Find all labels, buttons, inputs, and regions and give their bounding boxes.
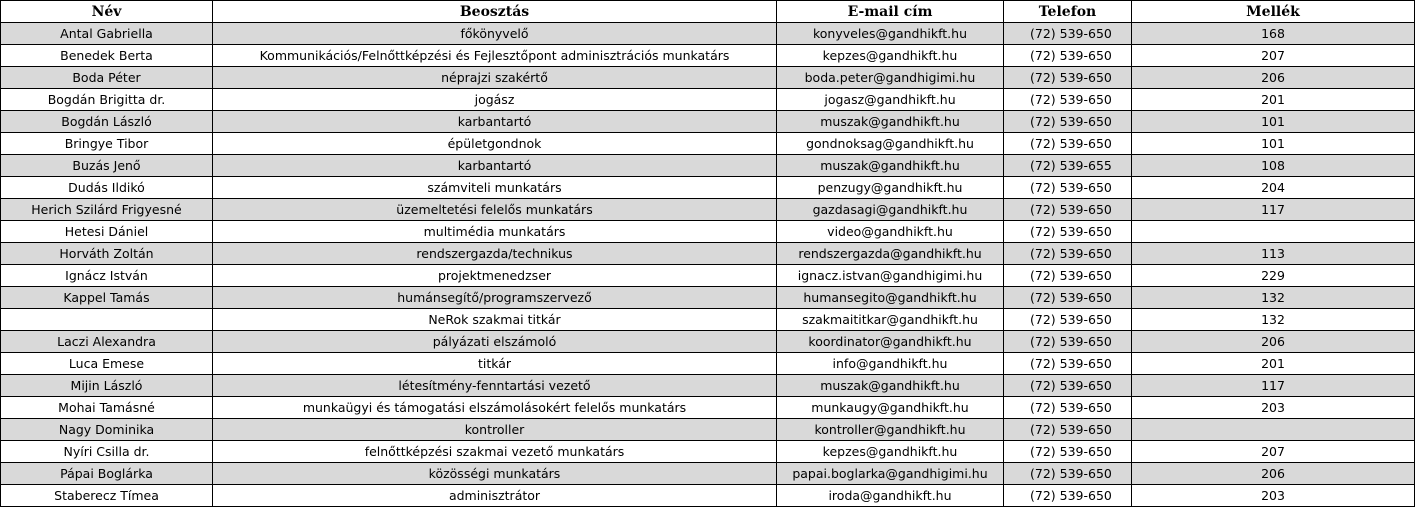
cell-name[interactable]: Ignácz István [1,265,213,287]
cell-position[interactable]: kontroller [213,419,777,441]
cell-extension[interactable]: 117 [1132,375,1415,397]
cell-email[interactable]: rendszergazda@gandhikft.hu [777,243,1004,265]
cell-email[interactable]: munkaugy@gandhikft.hu [777,397,1004,419]
table-row [1,485,1415,507]
column-header-name[interactable]: Név [1,1,213,23]
cell-position[interactable]: munkaügyi és támogatási elszámolásokért felelős munkatárs [213,397,777,419]
cell-email[interactable]: muszak@gandhikft.hu [777,111,1004,133]
cell-email[interactable]: muszak@gandhikft.hu [777,375,1004,397]
cell-email[interactable]: konyveles@gandhikft.hu [777,23,1004,45]
cell-phone[interactable]: (72) 539-650 [1004,23,1132,45]
cell-phone[interactable]: (72) 539-650 [1004,309,1132,331]
cell-phone[interactable]: (72) 539-650 [1004,353,1132,375]
cell-phone[interactable]: (72) 539-655 [1004,155,1132,177]
cell-position[interactable]: jogász [213,89,777,111]
table-row [1,67,1415,89]
cell-extension[interactable]: 229 [1132,265,1415,287]
cell-position[interactable]: adminisztrátor [213,485,777,507]
table-row [1,155,1415,177]
cell-extension[interactable]: 206 [1132,331,1415,353]
cell-extension[interactable]: 168 [1132,23,1415,45]
cell-position[interactable]: néprajzi szakértő [213,67,777,89]
cell-name[interactable]: Mijin László [1,375,213,397]
cell-extension[interactable]: 201 [1132,89,1415,111]
cell-position[interactable]: közösségi munkatárs [213,463,777,485]
cell-phone[interactable]: (72) 539-650 [1004,331,1132,353]
cell-email[interactable]: muszak@gandhikft.hu [777,155,1004,177]
cell-phone[interactable]: (72) 539-650 [1004,199,1132,221]
cell-position[interactable]: pályázati elszámoló [213,331,777,353]
table-row [1,353,1415,375]
cell-email[interactable]: info@gandhikft.hu [777,353,1004,375]
cell-position[interactable]: NeRok szakmai titkár [213,309,777,331]
cell-email[interactable]: koordinator@gandhikft.hu [777,331,1004,353]
cell-email[interactable]: gondnoksag@gandhikft.hu [777,133,1004,155]
cell-position[interactable]: titkár [213,353,777,375]
cell-email[interactable]: kepzes@gandhikft.hu [777,45,1004,67]
cell-email[interactable]: kontroller@gandhikft.hu [777,419,1004,441]
cell-phone[interactable]: (72) 539-650 [1004,133,1132,155]
table-row [1,265,1415,287]
cell-extension[interactable]: 101 [1132,133,1415,155]
cell-position[interactable]: számviteli munkatárs [213,177,777,199]
cell-email[interactable]: video@gandhikft.hu [777,221,1004,243]
cell-email[interactable]: kepzes@gandhikft.hu [777,441,1004,463]
cell-email[interactable]: penzugy@gandhikft.hu [777,177,1004,199]
cell-phone[interactable]: (72) 539-650 [1004,397,1132,419]
cell-phone[interactable]: (72) 539-650 [1004,243,1132,265]
table-row [1,133,1415,155]
cell-phone[interactable]: (72) 539-650 [1004,67,1132,89]
table-row [1,419,1415,441]
cell-name[interactable]: Buzás Jenő [1,155,213,177]
cell-email[interactable]: szakmaititkar@gandhikft.hu [777,309,1004,331]
cell-phone[interactable]: (72) 539-650 [1004,221,1132,243]
cell-phone[interactable]: (72) 539-650 [1004,265,1132,287]
cell-extension[interactable]: 203 [1132,485,1415,507]
cell-email[interactable]: boda.peter@gandhigimi.hu [777,67,1004,89]
cell-position[interactable]: karbantartó [213,111,777,133]
table-row [1,441,1415,463]
table-row [1,89,1415,111]
cell-extension[interactable] [1132,419,1415,441]
table-row [1,45,1415,67]
cell-name[interactable]: Boda Péter [1,67,213,89]
header-row [1,1,1415,23]
cell-name[interactable]: Pápai Boglárka [1,463,213,485]
cell-position[interactable]: létesítmény-fenntartási vezető [213,375,777,397]
cell-position[interactable]: Kommunikációs/Felnőttképzési és Fejlesztőpont adminisztrációs munkatárs [213,45,777,67]
cell-name[interactable]: Bogdán László [1,111,213,133]
table-row [1,243,1415,265]
column-header-email[interactable]: E-mail cím [777,1,1004,23]
cell-email[interactable]: jogasz@gandhikft.hu [777,89,1004,111]
cell-name[interactable]: Laczi Alexandra [1,331,213,353]
cell-email[interactable]: gazdasagi@gandhikft.hu [777,199,1004,221]
cell-extension[interactable]: 207 [1132,441,1415,463]
cell-name[interactable]: Nagy Dominika [1,419,213,441]
column-header-position[interactable]: Beosztás [213,1,777,23]
cell-extension[interactable]: 108 [1132,155,1415,177]
cell-position[interactable]: humánsegítő/programszervező [213,287,777,309]
table-row [1,375,1415,397]
column-header-phone[interactable]: Telefon [1004,1,1132,23]
cell-name[interactable]: Benedek Berta [1,45,213,67]
table-row [1,111,1415,133]
cell-extension[interactable]: 132 [1132,287,1415,309]
cell-phone[interactable]: (72) 539-650 [1004,441,1132,463]
table-row [1,331,1415,353]
table-body [1,23,1415,507]
cell-phone[interactable]: (72) 539-650 [1004,463,1132,485]
table-row [1,23,1415,45]
cell-extension[interactable]: 117 [1132,199,1415,221]
cell-phone[interactable]: (72) 539-650 [1004,375,1132,397]
cell-extension[interactable]: 201 [1132,353,1415,375]
table-row [1,309,1415,331]
cell-extension[interactable]: 206 [1132,463,1415,485]
cell-position[interactable]: épületgondnok [213,133,777,155]
table-row [1,397,1415,419]
cell-name[interactable] [1,309,213,331]
cell-name[interactable]: Dudás Ildikó [1,177,213,199]
cell-email[interactable]: ignacz.istvan@gandhigimi.hu [777,265,1004,287]
cell-name[interactable]: Mohai Tamásné [1,397,213,419]
cell-position[interactable]: felnőttképzési szakmai vezető munkatárs [213,441,777,463]
cell-position[interactable]: karbantartó [213,155,777,177]
column-header-extension[interactable]: Mellék [1132,1,1415,23]
cell-extension[interactable] [1132,221,1415,243]
cell-name[interactable]: Staberecz Tímea [1,485,213,507]
table-row [1,287,1415,309]
cell-name[interactable]: Bogdán Brigitta dr. [1,89,213,111]
cell-email[interactable]: humansegito@gandhikft.hu [777,287,1004,309]
cell-extension[interactable]: 101 [1132,111,1415,133]
cell-name[interactable]: Hetesi Dániel [1,221,213,243]
cell-extension[interactable]: 204 [1132,177,1415,199]
cell-phone[interactable]: (72) 539-650 [1004,111,1132,133]
cell-position[interactable]: multimédia munkatárs [213,221,777,243]
cell-position[interactable]: üzemeltetési felelős munkatárs [213,199,777,221]
cell-email[interactable]: papai.boglarka@gandhigimi.hu [777,463,1004,485]
cell-extension[interactable]: 206 [1132,67,1415,89]
cell-position[interactable]: főkönyvelő [213,23,777,45]
table-row [1,463,1415,485]
cell-phone[interactable]: (72) 539-650 [1004,419,1132,441]
cell-position[interactable]: projektmenedzser [213,265,777,287]
cell-extension[interactable]: 132 [1132,309,1415,331]
cell-name[interactable]: Antal Gabriella [1,23,213,45]
cell-email[interactable]: iroda@gandhikft.hu [777,485,1004,507]
cell-phone[interactable]: (72) 539-650 [1004,89,1132,111]
cell-phone[interactable]: (72) 539-650 [1004,45,1132,67]
table-row [1,177,1415,199]
cell-phone[interactable]: (72) 539-650 [1004,177,1132,199]
cell-phone[interactable]: (72) 539-650 [1004,287,1132,309]
table-row [1,221,1415,243]
table-row [1,199,1415,221]
cell-extension[interactable]: 113 [1132,243,1415,265]
cell-name[interactable]: Bringye Tibor [1,133,213,155]
cell-extension[interactable]: 207 [1132,45,1415,67]
cell-name[interactable]: Kappel Tamás [1,287,213,309]
cell-phone[interactable]: (72) 539-650 [1004,485,1132,507]
cell-name[interactable]: Herich Szilárd Frigyesné [1,199,213,221]
cell-position[interactable]: rendszergazda/technikus [213,243,777,265]
cell-name[interactable]: Horváth Zoltán [1,243,213,265]
cell-name[interactable]: Luca Emese [1,353,213,375]
cell-extension[interactable]: 203 [1132,397,1415,419]
cell-name[interactable]: Nyíri Csilla dr. [1,441,213,463]
